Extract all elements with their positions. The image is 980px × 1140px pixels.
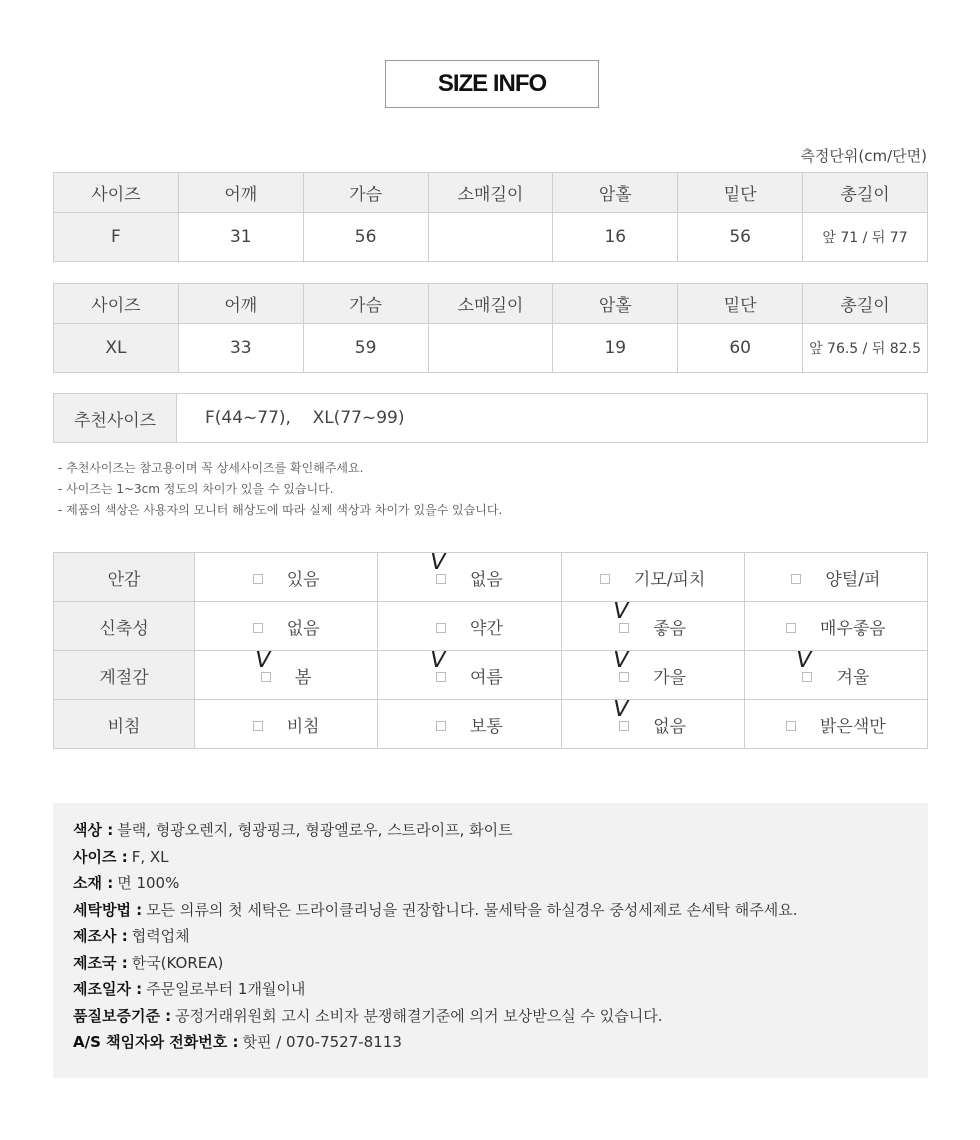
option-label: 보통: [469, 716, 503, 737]
sleeve-cell: [428, 324, 553, 373]
size-table-header: [54, 173, 928, 213]
checkbox-icon: [436, 574, 446, 584]
feature-label: 신축성: [54, 602, 195, 651]
check-mark-icon: V: [427, 647, 448, 673]
option-label: 없음: [653, 716, 687, 737]
feature-option: [195, 602, 378, 651]
feature-row: [54, 651, 928, 700]
feature-checkbox[interactable]: [436, 619, 446, 639]
info-key: 제조국 :: [73, 953, 128, 972]
feature-option: [561, 553, 744, 602]
check-mark-icon: V: [610, 647, 631, 673]
check-mark-icon: V: [794, 647, 814, 673]
armhole-cell: 19: [553, 324, 678, 373]
option-label: 봄: [294, 667, 312, 688]
option-label: 비침: [286, 716, 320, 737]
feature-checkbox[interactable]: [253, 570, 263, 590]
feature-label: 계절감: [54, 651, 195, 700]
header-length: 총길이: [803, 173, 928, 213]
info-line: [73, 923, 928, 950]
feature-option: [378, 549, 561, 602]
recommend-label: 추천사이즈: [54, 394, 177, 443]
feature-checkbox[interactable]: [610, 598, 631, 639]
feature-checkbox[interactable]: [786, 717, 796, 737]
unit-label: 측정단위(cm/단면): [800, 147, 927, 165]
check-mark-icon: V: [610, 598, 631, 624]
feature-option: [744, 602, 927, 651]
feature-checkbox[interactable]: [252, 647, 273, 688]
feature-checkbox[interactable]: [436, 717, 446, 737]
recommend-value: F(44~77), XL(77~99): [177, 394, 928, 443]
feature-option: [195, 700, 378, 749]
feature-label: 비침: [54, 700, 195, 749]
table-row: [54, 213, 928, 262]
checkbox-icon: [253, 623, 263, 633]
feature-checkbox[interactable]: [253, 619, 263, 639]
info-value: 모든 의류의 첫 세탁은 드라이클리닝을 권장합니다. 물세탁을 하실경우 중성세제로 손세탁 해주세요.: [146, 900, 798, 919]
checkbox-icon: [802, 672, 812, 682]
header-chest: 가슴: [303, 173, 428, 213]
info-line: [73, 817, 928, 844]
checkbox-icon: [619, 672, 629, 682]
feature-option: [744, 647, 927, 700]
option-label: 가을: [653, 667, 687, 688]
feature-option: [561, 647, 744, 700]
hem-cell: 60: [678, 324, 803, 373]
info-value: F, XL: [131, 847, 169, 866]
feature-checkbox[interactable]: [427, 549, 448, 590]
info-line: [73, 950, 928, 977]
feature-row: [54, 602, 928, 651]
checkbox-icon: [619, 721, 629, 731]
feature-checkbox[interactable]: [786, 619, 796, 639]
header-armhole: 암홀: [553, 173, 678, 213]
checkbox-icon: [600, 574, 610, 584]
info-line: [73, 976, 928, 1003]
header-chest: 가슴: [303, 284, 428, 324]
check-mark-icon: V: [610, 696, 631, 722]
note-item: - 제품의 색상은 사용자의 모니터 해상도에 따라 실제 색상과 차이가 있을수 있습니다.: [58, 503, 503, 517]
info-line: [73, 844, 928, 871]
info-value: 면 100%: [117, 874, 180, 892]
header-sleeve: 소매길이: [428, 284, 553, 324]
armhole-cell: 16: [553, 213, 678, 262]
feature-checkbox[interactable]: [794, 647, 814, 688]
feature-row: [54, 700, 928, 749]
feature-option: [378, 700, 561, 749]
check-mark-icon: V: [427, 549, 448, 575]
feature-checkbox[interactable]: [610, 696, 631, 737]
notes: [58, 458, 502, 521]
feature-option: [744, 700, 927, 749]
option-label: 양털/퍼: [825, 569, 881, 590]
size-cell: XL: [54, 324, 179, 373]
table-row: [54, 324, 928, 373]
option-label: 겨울: [836, 667, 870, 688]
option-label: 없음: [469, 569, 503, 590]
size-table-header: [54, 284, 928, 324]
option-label: 좋음: [653, 618, 687, 639]
checkbox-icon: [253, 574, 263, 584]
option-label: 매우좋음: [820, 618, 886, 639]
feature-checkbox[interactable]: [253, 717, 263, 737]
check-mark-icon: V: [252, 647, 273, 673]
info-value: 블랙, 형광오렌지, 형광핑크, 형광엘로우, 스트라이프, 화이트: [117, 821, 513, 839]
checkbox-icon: [261, 672, 271, 682]
info-key: 사이즈 :: [73, 847, 128, 866]
feature-checkbox[interactable]: [610, 647, 631, 688]
option-label: 없음: [286, 618, 320, 639]
header-shoulder: 어깨: [178, 173, 303, 213]
feature-label: 안감: [54, 553, 195, 602]
checkbox-icon: [436, 623, 446, 633]
header-length: 총길이: [803, 284, 928, 324]
header-hem: 밑단: [678, 284, 803, 324]
info-value: 협력업체: [131, 927, 190, 945]
header-hem: 밑단: [678, 173, 803, 213]
info-line: [73, 897, 928, 924]
feature-table: [53, 549, 928, 749]
feature-row: [54, 553, 928, 602]
info-key: A/S 책임자와 전화번호 :: [73, 1033, 239, 1051]
header-size: 사이즈: [54, 284, 179, 324]
option-label: 기모/피치: [633, 569, 706, 590]
checkbox-icon: [619, 623, 629, 633]
table-row: [54, 394, 928, 443]
checkbox-icon: [791, 574, 801, 584]
option-label: 약간: [469, 618, 503, 639]
size-table-f: [53, 172, 928, 262]
info-value: 공정거래위원회 고시 소비자 분쟁해결기준에 의거 보상받으실 수 있습니다.: [175, 1006, 663, 1025]
option-label: 밝은색만: [820, 716, 886, 737]
length-cell: 앞 76.5 / 뒤 82.5: [803, 324, 928, 373]
feature-option: [195, 553, 378, 602]
size-table-xl: [53, 283, 928, 373]
checkbox-icon: [786, 721, 796, 731]
info-key: 세탁방법 :: [73, 900, 143, 919]
hem-cell: 56: [678, 213, 803, 262]
feature-option: [561, 696, 744, 749]
info-line: [73, 1029, 928, 1056]
feature-checkbox[interactable]: [791, 570, 801, 590]
recommend-table: [53, 393, 928, 443]
info-value: 한국(KOREA): [131, 953, 224, 972]
shoulder-cell: 33: [178, 324, 303, 373]
info-key: 제조일자 :: [73, 980, 143, 998]
checkbox-icon: [253, 721, 263, 731]
chest-cell: 56: [303, 213, 428, 262]
checkbox-icon: [436, 721, 446, 731]
info-value: 핫핀 / 070-7527-8113: [242, 1033, 402, 1051]
info-line: [73, 870, 928, 897]
feature-option: [744, 553, 927, 602]
feature-option: [378, 602, 561, 651]
note-item: - 추천사이즈는 참고용이며 꼭 상세사이즈를 확인해주세요.: [58, 461, 364, 475]
note-item: - 사이즈는 1~3cm 정도의 차이가 있을 수 있습니다.: [58, 482, 334, 496]
feature-option: [561, 598, 744, 651]
header-shoulder: 어깨: [178, 284, 303, 324]
shoulder-cell: 31: [178, 213, 303, 262]
feature-checkbox[interactable]: [600, 570, 610, 590]
info-key: 색상 :: [73, 821, 114, 839]
option-label: 있음: [286, 569, 320, 590]
product-info-panel: [53, 803, 928, 1078]
feature-checkbox[interactable]: [427, 647, 448, 688]
info-key: 제조사 :: [73, 927, 128, 945]
feature-option: [378, 647, 561, 700]
option-label: 여름: [469, 667, 503, 688]
size-cell: F: [54, 213, 179, 262]
chest-cell: 59: [303, 324, 428, 373]
header-size: 사이즈: [54, 173, 179, 213]
info-value: 주문일로부터 1개월이내: [146, 980, 306, 998]
info-key: 품질보증기준 :: [73, 1006, 172, 1025]
header-armhole: 암홀: [553, 284, 678, 324]
header-sleeve: 소매길이: [428, 173, 553, 213]
feature-option: [195, 647, 378, 700]
info-key: 소재 :: [73, 874, 114, 892]
checkbox-icon: [436, 672, 446, 682]
sleeve-cell: [428, 213, 553, 262]
page-title: SIZE INFO: [385, 60, 599, 108]
checkbox-icon: [786, 623, 796, 633]
info-line: [73, 1003, 928, 1030]
length-cell: 앞 71 / 뒤 77: [803, 213, 928, 262]
